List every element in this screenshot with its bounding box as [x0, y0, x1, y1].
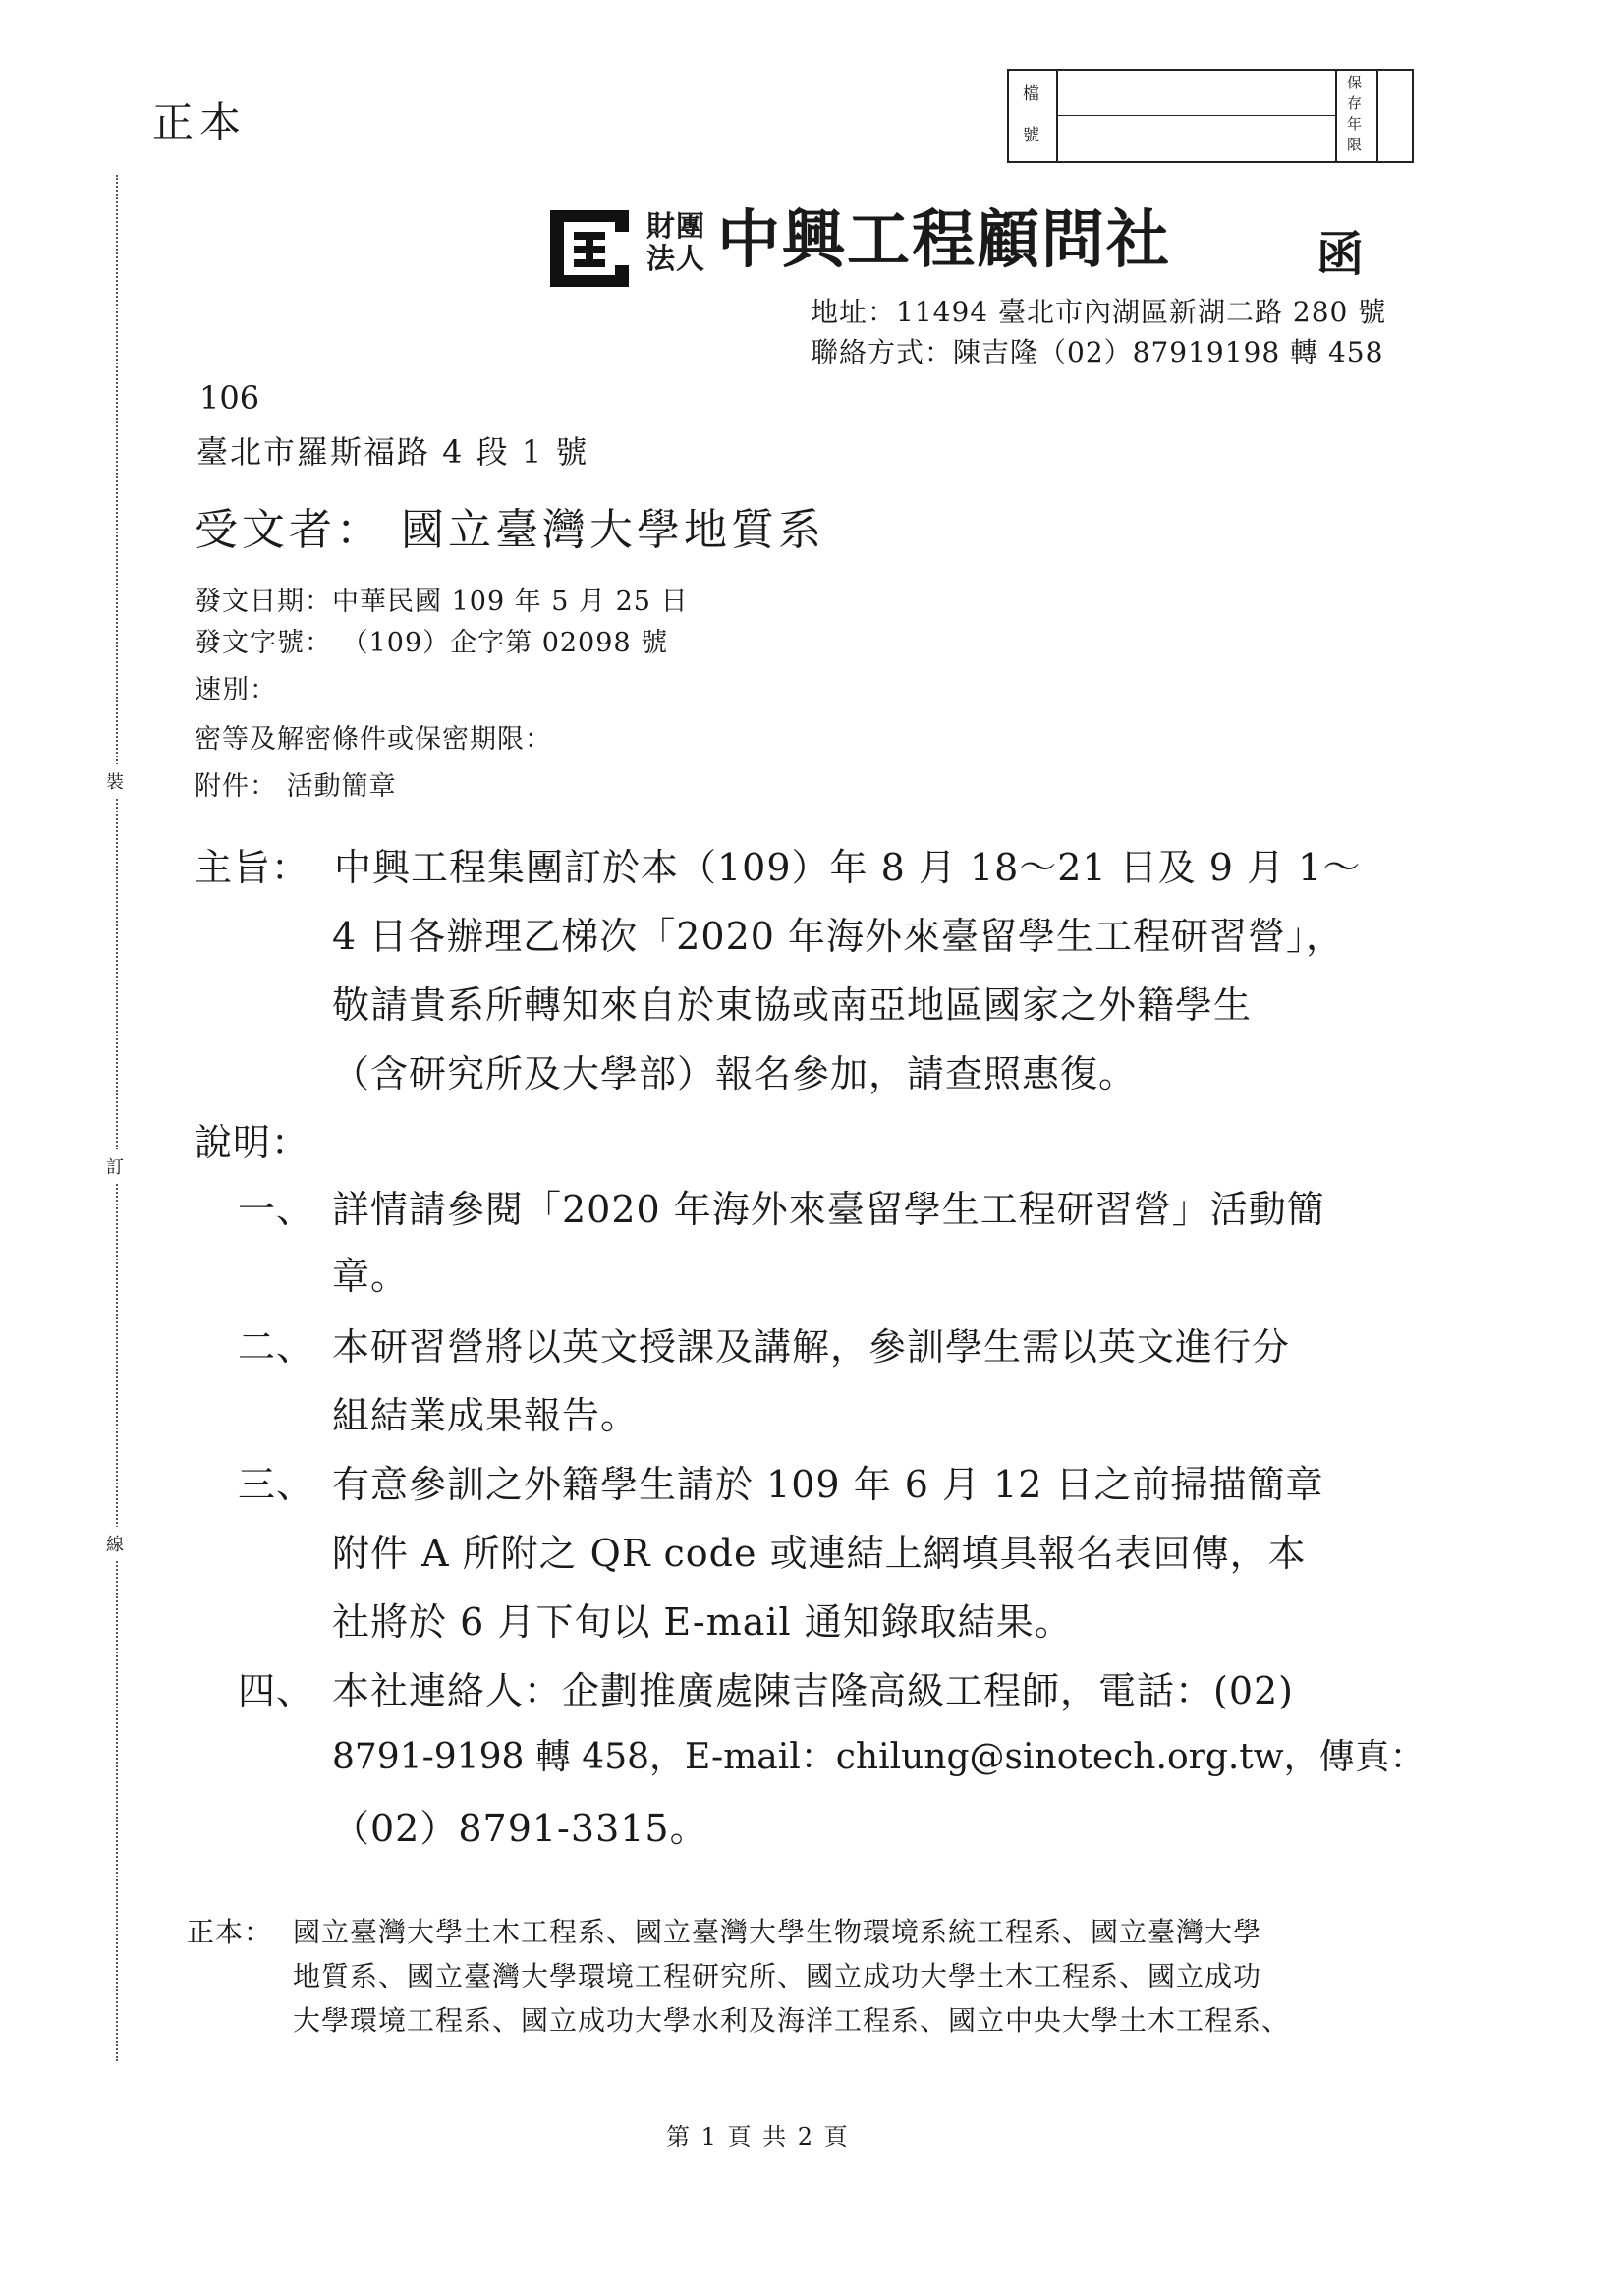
- recipient: 受文者： 國立臺灣大學地質系: [195, 505, 825, 555]
- binding-char-xian: 線: [106, 1527, 124, 1560]
- doc-type: 函: [1316, 227, 1365, 282]
- explanation-item-2-num: 二、: [238, 1325, 315, 1369]
- explanation-item-4-num: 四、: [238, 1669, 315, 1712]
- file-no-label-cell: [1009, 71, 1058, 161]
- binding-char-zhuang: 裝: [106, 764, 124, 798]
- explanation-item-1-line-2: 章。: [332, 1255, 410, 1298]
- explanation-item-3-num: 三、: [238, 1463, 315, 1506]
- file-no-char-2: 號: [1023, 126, 1039, 145]
- file-no-divider: [1056, 115, 1335, 116]
- page-number: 第 1 頁 共 2 頁: [666, 2123, 850, 2151]
- org-name: 中興工程顧問社: [717, 204, 1171, 277]
- recipient-street: 臺北市羅斯福路 4 段 1 號: [196, 433, 589, 471]
- subject-line-2: 4 日各辦理乙梯次「2020 年海外來臺留學生工程研習營」，: [332, 915, 1345, 958]
- explanation-item-1-num: 一、: [238, 1188, 315, 1231]
- explanation-item-2-line-2: 組結業成果報告。: [332, 1394, 640, 1437]
- explanation-item-3-line-3: 社將於 6 月下旬以 E-mail 通知錄取結果。: [332, 1600, 1073, 1644]
- reference-number: 發文字號： （109）企字第 02098 號: [195, 628, 669, 658]
- subject-label: 主旨：: [195, 846, 310, 889]
- binding-line: [116, 175, 118, 2061]
- org-type-line-1: 財團: [646, 209, 706, 243]
- retention-label-cell: [1335, 71, 1378, 161]
- cc-line-3: 大學環境工程系、國立成功大學水利及海洋工程系、國立中央大學土木工程系、: [293, 2004, 1291, 2037]
- file-no-char-1: 檔: [1023, 84, 1039, 104]
- subject-line-1: 中興工程集團訂於本（109）年 8 月 18～21 日及 9 月 1～: [334, 846, 1362, 889]
- subject-line-4: （含研究所及大學部）報名參加，請查照惠復。: [332, 1052, 1138, 1095]
- explanation-item-4-line-2: 8791-9198 轉 458，E-mail：chilung@sinotech.org.tw，傳真：: [332, 1737, 1426, 1777]
- retention-char-4: 限: [1347, 136, 1363, 153]
- org-type-label: [646, 210, 705, 275]
- cc-line-2: 地質系、國立臺灣大學環境工程研究所、國立成功大學土木工程系、國立成功: [293, 1960, 1262, 1992]
- binding-char-ding: 訂: [106, 1149, 124, 1183]
- org-contact: 聯絡方式：陳吉隆（02）87919198 轉 458: [811, 336, 1384, 368]
- cc-label: 正本：: [187, 1916, 273, 1948]
- urgency: 速別：: [195, 675, 277, 705]
- subject-line-3: 敬請貴系所轉知來自於東協或南亞地區國家之外籍學生: [332, 983, 1253, 1027]
- retention-char-3: 年: [1347, 115, 1363, 133]
- org-type-line-2: 法人: [646, 242, 706, 275]
- security-level: 密等及解密條件或保密期限：: [195, 724, 552, 755]
- explanation-item-1-line-1: 詳情請參閱「2020 年海外來臺留學生工程研習營」活動簡: [332, 1188, 1325, 1231]
- cc-line-1: 國立臺灣大學土木工程系、國立臺灣大學生物環境系統工程系、國立臺灣大學: [293, 1916, 1262, 1948]
- org-address: 地址：11494 臺北市內湖區新湖二路 280 號: [811, 296, 1387, 328]
- attachment: 附件： 活動簡章: [195, 771, 397, 802]
- archive-box: [1007, 69, 1414, 163]
- sinotech-logo-icon: [546, 206, 633, 291]
- explanation-item-4-line-1: 本社連絡人：企劃推廣處陳吉隆高級工程師，電話：(02): [332, 1669, 1295, 1712]
- explanation-item-2-line-1: 本研習營將以英文授課及講解，參訓學生需以英文進行分: [332, 1325, 1291, 1369]
- postal-code: 106: [199, 379, 260, 417]
- retention-char-2: 存: [1347, 94, 1363, 112]
- issue-date: 發文日期：中華民國 109 年 5 月 25 日: [195, 587, 689, 617]
- copy-mark: 正本: [152, 98, 248, 146]
- explanation-label: 說明：: [195, 1121, 310, 1164]
- retention-char-1: 保: [1347, 74, 1363, 91]
- explanation-item-3-line-2: 附件 A 所附之 QR code 或連結上網填具報名表回傳，本: [332, 1532, 1307, 1575]
- explanation-item-4-line-3: （02）8791-3315。: [332, 1807, 708, 1850]
- explanation-item-3-line-1: 有意參訓之外籍學生請於 109 年 6 月 12 日之前掃描簡章: [332, 1463, 1324, 1506]
